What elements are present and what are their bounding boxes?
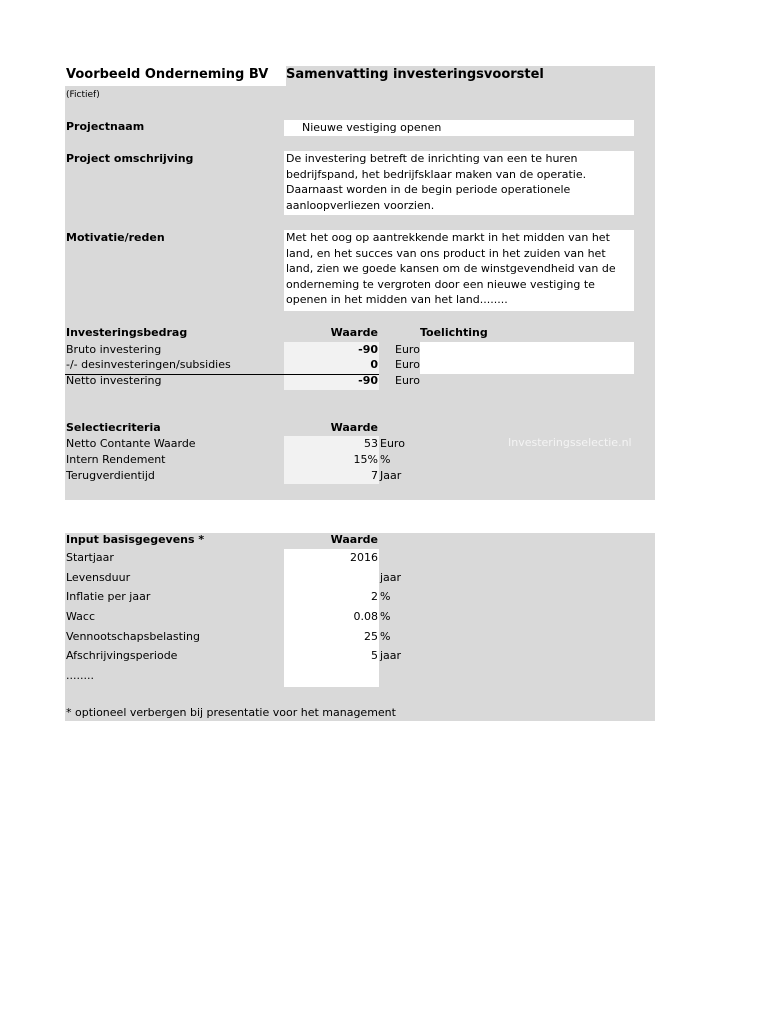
project-description-value: De investering betreft de inrichting van een te huren bedrijfspand, het bedrijfsklaar maken van de operatie. Daarnaast worden in de begin periode operationele aanloopverliezen voorzien.	[286, 152, 587, 212]
input-row-unit: %	[380, 590, 391, 603]
investment-row-label: Netto investering	[66, 374, 162, 387]
input-row-unit: jaar	[380, 649, 402, 662]
investment-row-unit: Euro	[395, 358, 420, 371]
input-row-label: Vennootschapsbelasting	[66, 630, 200, 643]
selection-row-label: Netto Contante Waarde	[66, 437, 196, 450]
input-row-unit: %	[380, 630, 391, 643]
investment-row-label: Bruto investering	[66, 343, 162, 356]
project-name-label: Projectnaam	[66, 120, 145, 133]
input-value-header: Waarde	[330, 533, 378, 546]
motivation-value: Met het oog op aantrekkende markt in het midden van het land, en het succes van ons product in het zuiden van het land, zien we goede kansen om de winstgevendheid van de onderneming te vergroten door een nieuwe vestiging te openen in het midden van het land........	[286, 231, 616, 307]
page-title: Samenvatting investeringsvoorstel	[286, 67, 544, 82]
input-row-value[interactable]: 2	[371, 590, 378, 603]
input-row-label: Levensduur	[66, 571, 131, 584]
selection-row-unit: %	[380, 453, 391, 466]
company-note: (Fictief)	[66, 90, 100, 100]
selection-header: Selectiecriteria	[66, 421, 161, 434]
input-header: Input basisgegevens *	[66, 533, 205, 546]
selection-row-label: Intern Rendement	[66, 453, 166, 466]
investment-note-field[interactable]	[420, 342, 634, 374]
selection-row-value: 7	[371, 469, 378, 482]
selection-row-value: 53	[364, 437, 378, 450]
investment-header: Investeringsbedrag	[66, 326, 188, 339]
project-name-field[interactable]	[284, 120, 634, 136]
input-row-value[interactable]: 2016	[350, 551, 378, 564]
company-name: Voorbeeld Onderneming BV	[66, 67, 269, 82]
investment-row-unit: Euro	[395, 374, 420, 387]
selection-row-label: Terugverdientijd	[66, 469, 155, 482]
project-name-value: Nieuwe vestiging openen	[302, 121, 442, 134]
input-row-label: Inflatie per jaar	[66, 590, 151, 603]
selection-row-unit: Jaar	[380, 469, 402, 482]
investment-row-value[interactable]: 0	[370, 358, 378, 371]
selection-value-header: Waarde	[330, 421, 378, 434]
project-description-label: Project omschrijving	[66, 152, 194, 165]
investment-note-header: Toelichting	[420, 326, 488, 339]
watermark-text: Investeringsselectie.nl	[508, 436, 632, 449]
input-row-value[interactable]: 5	[371, 649, 378, 662]
input-row-unit: %	[380, 610, 391, 623]
input-row-label: Startjaar	[66, 551, 114, 564]
investment-row-value[interactable]: -90	[358, 343, 378, 356]
investment-row-unit: Euro	[395, 343, 420, 356]
selection-row-value: 15%	[353, 453, 378, 466]
footnote: * optioneel verbergen bij presentatie voor het management	[66, 706, 396, 719]
project-description-field[interactable]	[284, 151, 634, 215]
input-row-value[interactable]: 25	[364, 630, 378, 643]
input-row-label: Wacc	[66, 610, 96, 623]
motivation-field[interactable]	[284, 230, 634, 311]
selection-row-unit: Euro	[380, 437, 405, 450]
investment-value-header: Waarde	[330, 326, 378, 339]
input-row-label: ........	[66, 669, 94, 682]
investment-row-label: -/- desinvesteringen/subsidies	[66, 358, 231, 371]
input-row-label: Afschrijvingsperiode	[66, 649, 178, 662]
input-row-unit: jaar	[380, 571, 402, 584]
motivation-label: Motivatie/reden	[66, 231, 165, 244]
investment-row-value: -90	[358, 374, 378, 387]
input-row-value[interactable]: 0.08	[353, 610, 378, 623]
